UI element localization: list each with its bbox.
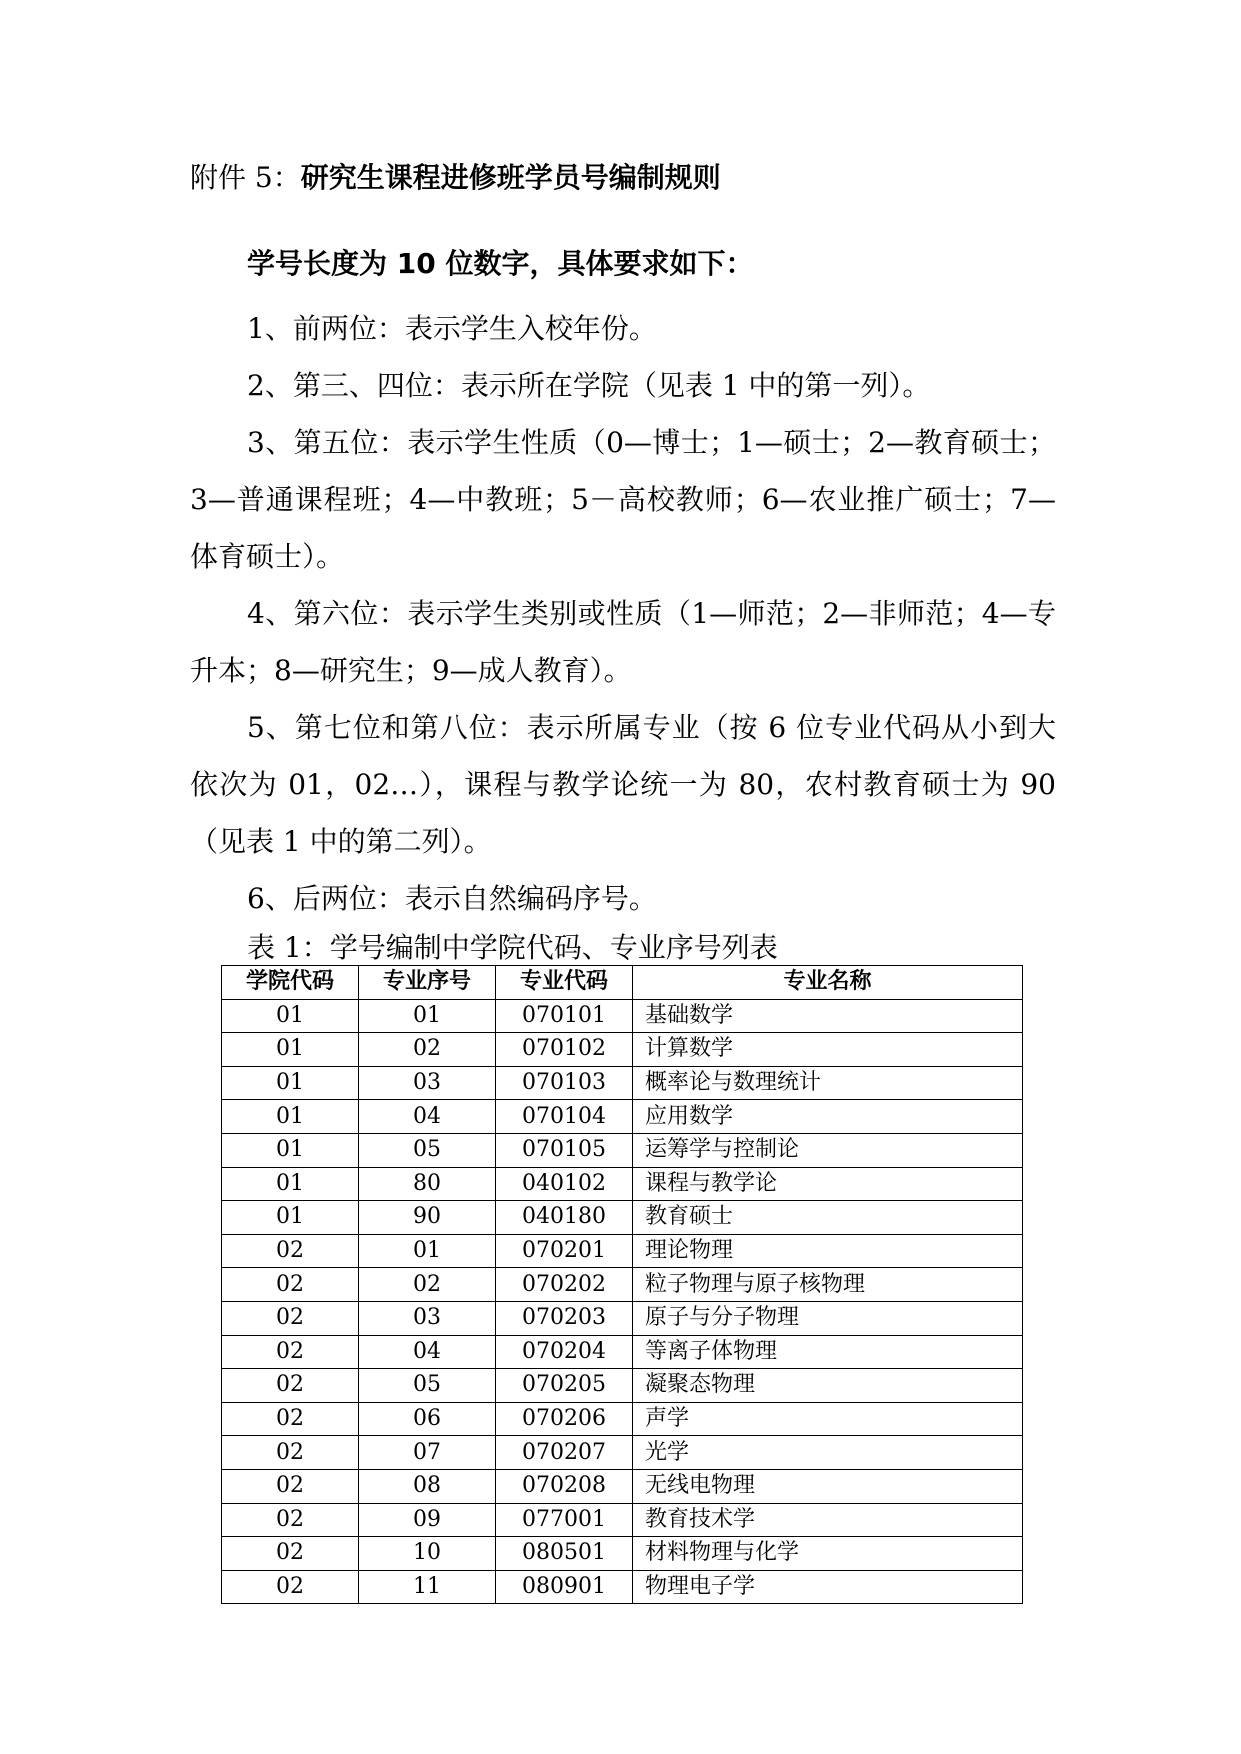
major-code-cell: 070201: [496, 1234, 633, 1268]
major-name-cell: 教育硕士: [633, 1201, 1023, 1235]
table-row: [222, 1369, 1023, 1403]
intro-text: 学号长度为 10 位数字，具体要求如下：: [247, 247, 754, 280]
major-name-cell: 光学: [633, 1436, 1023, 1470]
table-row: [222, 1469, 1023, 1503]
college-code-cell: 01: [222, 1066, 359, 1100]
major-code-cell: 070102: [496, 1033, 633, 1067]
major-code-cell: 040180: [496, 1201, 633, 1235]
major-code-table: [221, 965, 1023, 1604]
major-seq-cell: 07: [359, 1436, 496, 1470]
college-code-cell: 01: [222, 999, 359, 1033]
major-name-cell: 概率论与数理统计: [633, 1066, 1023, 1100]
table-row: [222, 1335, 1023, 1369]
table-row: [222, 1066, 1023, 1100]
rule-item: 4、第六位：表示学生类别或性质（1—师范；2—非师范；4—专升本；8—研究生；9—成人教育）。: [190, 597, 1056, 687]
major-code-cell: 070206: [496, 1402, 633, 1436]
rule-item: 3、第五位：表示学生性质（0—博士；1—硕士；2—教育硕士；3—普通课程班；4—中教班；5－高校教师；6—农业推广硕士；7—体育硕士）。: [190, 426, 1056, 573]
major-name-cell: 等离子体物理: [633, 1335, 1023, 1369]
rules-list: [190, 300, 1056, 927]
major-seq-cell: 02: [359, 1268, 496, 1302]
college-code-cell: 01: [222, 1133, 359, 1167]
major-seq-cell: 05: [359, 1133, 496, 1167]
college-code-cell: 01: [222, 1201, 359, 1235]
college-code-cell: 02: [222, 1537, 359, 1571]
major-code-cell: 080501: [496, 1537, 633, 1571]
major-code-cell: 070104: [496, 1100, 633, 1134]
major-name-cell: 粒子物理与原子核物理: [633, 1268, 1023, 1302]
major-seq-cell: 09: [359, 1503, 496, 1537]
major-name-cell: 无线电物理: [633, 1469, 1023, 1503]
college-code-cell: 02: [222, 1469, 359, 1503]
column-header-major-seq: 专业序号: [359, 966, 496, 1000]
major-name-cell: 应用数学: [633, 1100, 1023, 1134]
college-code-cell: 02: [222, 1369, 359, 1403]
rule-item: 6、后两位：表示自然编码序号。: [247, 882, 657, 915]
table-row: [222, 1301, 1023, 1335]
college-code-cell: 02: [222, 1234, 359, 1268]
major-seq-cell: 05: [359, 1369, 496, 1403]
college-code-cell: 02: [222, 1335, 359, 1369]
major-name-cell: 声学: [633, 1402, 1023, 1436]
major-code-cell: 070205: [496, 1369, 633, 1403]
major-seq-cell: 01: [359, 1234, 496, 1268]
table-row: [222, 1570, 1023, 1604]
major-name-cell: 理论物理: [633, 1234, 1023, 1268]
table-row: [222, 999, 1023, 1033]
table-row: [222, 1537, 1023, 1571]
major-seq-cell: 03: [359, 1066, 496, 1100]
document-heading: [190, 158, 721, 198]
major-code-cell: 070202: [496, 1268, 633, 1302]
column-header-major-name: 专业名称: [633, 966, 1023, 1000]
table-row: [222, 1167, 1023, 1201]
major-name-cell: 运筹学与控制论: [633, 1133, 1023, 1167]
column-header-major-code: 专业代码: [496, 966, 633, 1000]
major-seq-cell: 80: [359, 1167, 496, 1201]
major-name-cell: 基础数学: [633, 999, 1023, 1033]
major-code-cell: 070103: [496, 1066, 633, 1100]
attachment-label: 附件 5：: [190, 161, 301, 194]
major-code-cell: 077001: [496, 1503, 633, 1537]
college-code-cell: 02: [222, 1570, 359, 1604]
column-header-college-code: 学院代码: [222, 966, 359, 1000]
major-name-cell: 教育技术学: [633, 1503, 1023, 1537]
table-row: [222, 1268, 1023, 1302]
table-row: [222, 1234, 1023, 1268]
major-name-cell: 凝聚态物理: [633, 1369, 1023, 1403]
table-row: [222, 1033, 1023, 1067]
rule-item: 1、前两位：表示学生入校年份。: [247, 312, 657, 345]
major-name-cell: 课程与教学论: [633, 1167, 1023, 1201]
college-code-cell: 02: [222, 1402, 359, 1436]
major-seq-cell: 11: [359, 1570, 496, 1604]
table-row: [222, 1503, 1023, 1537]
rule-item: 2、第三、四位：表示所在学院（见表 1 中的第一列）。: [247, 369, 931, 402]
major-name-cell: 材料物理与化学: [633, 1537, 1023, 1571]
table-caption: 表 1：学号编制中学院代码、专业序号列表: [247, 931, 778, 964]
major-code-cell: 070203: [496, 1301, 633, 1335]
major-name-cell: 计算数学: [633, 1033, 1023, 1067]
table-body: [222, 999, 1023, 1604]
table-row: [222, 1436, 1023, 1470]
document-title: 研究生课程进修班学员号编制规则: [300, 161, 721, 194]
major-code-cell: 040102: [496, 1167, 633, 1201]
major-code-cell: 070105: [496, 1133, 633, 1167]
major-code-cell: 080901: [496, 1570, 633, 1604]
table-row: [222, 1100, 1023, 1134]
major-seq-cell: 04: [359, 1335, 496, 1369]
major-name-cell: 物理电子学: [633, 1570, 1023, 1604]
college-code-cell: 02: [222, 1268, 359, 1302]
college-code-cell: 02: [222, 1503, 359, 1537]
major-code-cell: 070208: [496, 1469, 633, 1503]
college-code-cell: 01: [222, 1100, 359, 1134]
college-code-cell: 02: [222, 1436, 359, 1470]
rule-item: 5、第七位和第八位：表示所属专业（按 6 位专业代码从小到大依次为 01，02…），课程与教学论统一为 80，农村教育硕士为 90（见表 1 中的第二列）。: [190, 711, 1056, 858]
major-seq-cell: 06: [359, 1402, 496, 1436]
college-code-cell: 01: [222, 1033, 359, 1067]
college-code-cell: 02: [222, 1301, 359, 1335]
table-header-row: [222, 966, 1023, 1000]
major-seq-cell: 08: [359, 1469, 496, 1503]
major-seq-cell: 04: [359, 1100, 496, 1134]
table-row: [222, 1402, 1023, 1436]
major-name-cell: 原子与分子物理: [633, 1301, 1023, 1335]
major-seq-cell: 90: [359, 1201, 496, 1235]
major-code-cell: 070101: [496, 999, 633, 1033]
major-seq-cell: 01: [359, 999, 496, 1033]
table-row: [222, 1201, 1023, 1235]
major-code-cell: 070204: [496, 1335, 633, 1369]
table-row: [222, 1133, 1023, 1167]
major-seq-cell: 02: [359, 1033, 496, 1067]
college-code-cell: 01: [222, 1167, 359, 1201]
major-code-cell: 070207: [496, 1436, 633, 1470]
major-seq-cell: 03: [359, 1301, 496, 1335]
major-seq-cell: 10: [359, 1537, 496, 1571]
